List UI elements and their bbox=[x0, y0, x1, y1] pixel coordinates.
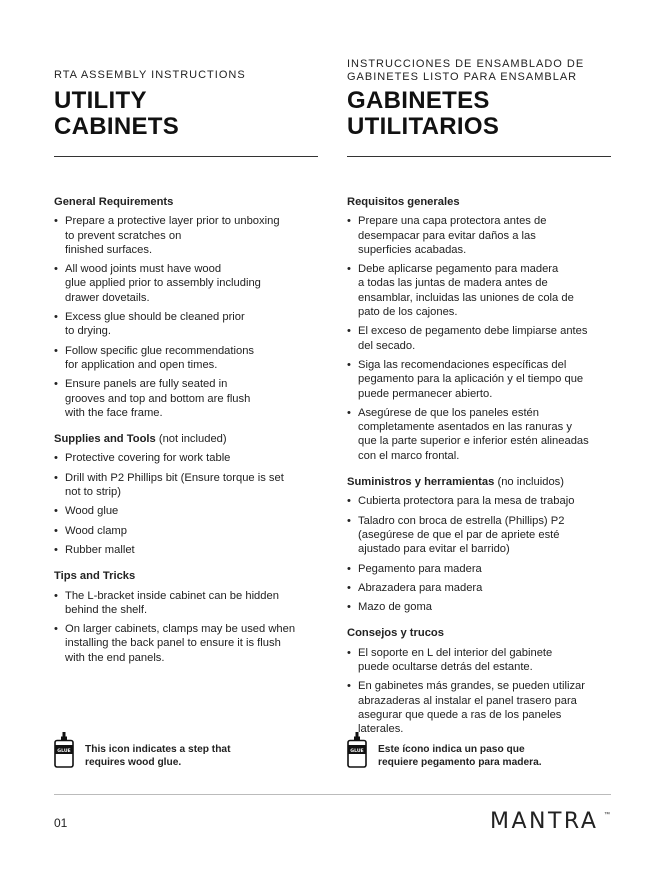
english-body bbox=[54, 195, 318, 677]
general-requirements-list bbox=[54, 214, 318, 420]
tips-list-es bbox=[347, 646, 611, 737]
list-item: • Ensure panels are fully seated in grooves and top and bottom are flush with the face frame. bbox=[54, 377, 318, 420]
list-item: • Siga las recomendaciones específicas del pegamento para la aplicación y el tiempo que puede permanecer abierto. bbox=[347, 358, 611, 401]
list-item: • Rubber mallet bbox=[54, 543, 318, 557]
glue-bottle-icon bbox=[347, 732, 367, 768]
document-kicker: RTA ASSEMBLY INSTRUCTIONS bbox=[54, 69, 246, 81]
document-kicker-es: INSTRUCCIONES DE ENSAMBLADO DE GABINETES LISTO PARA ENSAMBLAR bbox=[347, 58, 585, 83]
glue-note bbox=[54, 732, 318, 772]
spanish-body bbox=[347, 195, 611, 749]
list-item: • Excess glue should be cleaned prior to drying. bbox=[54, 310, 318, 339]
list-item: • Mazo de goma bbox=[347, 600, 611, 614]
glue-icon-label-es: GLUE bbox=[350, 749, 364, 754]
list-item: • All wood joints must have wood glue applied prior to assembly including drawer dovetails. bbox=[54, 262, 318, 305]
list-item: • Follow specific glue recommendations for application and open times. bbox=[54, 344, 318, 373]
list-item: • On larger cabinets, clamps may be used when installing the back panel to ensure it is flush with the end panels. bbox=[54, 622, 318, 665]
tips-heading-es: Consejos y trucos bbox=[347, 627, 444, 640]
page-number: 01 bbox=[54, 816, 68, 830]
brand-logo: MANTRA bbox=[490, 809, 599, 834]
general-requirements-heading: General Requirements bbox=[54, 196, 174, 208]
list-item: • En gabinetes más grandes, se pueden utilizar abrazaderas al instalar el panel trasero para asegurar que quede a ras de los paneles laterales. bbox=[347, 679, 611, 736]
footer-divider bbox=[54, 794, 611, 795]
trademark-symbol: ™ bbox=[604, 812, 610, 818]
title-divider-es bbox=[347, 156, 611, 157]
list-item: • Drill with P2 Phillips bit (Ensure torque is set not to strip) bbox=[54, 471, 318, 500]
supplies-heading-text-es: Suministros y herramientas bbox=[347, 476, 495, 489]
tips-list bbox=[54, 589, 318, 665]
list-item: • Pegamento para madera bbox=[347, 562, 611, 576]
glue-note-text-es: Este ícono indica un paso que requiere pegamento para madera. bbox=[378, 744, 542, 768]
glue-note-text: This icon indicates a step that requires wood glue. bbox=[85, 744, 231, 768]
list-item: • Wood clamp bbox=[54, 524, 318, 538]
supplies-heading bbox=[54, 432, 318, 446]
list-item: • Prepare una capa protectora antes de desempacar para evitar daños a las superficies acabadas. bbox=[347, 214, 611, 257]
title-divider bbox=[54, 156, 318, 157]
general-requirements-list-es bbox=[347, 214, 611, 463]
supplies-list-es bbox=[347, 494, 611, 614]
general-requirements-heading-es: Requisitos generales bbox=[347, 196, 460, 208]
supplies-heading-text: Supplies and Tools bbox=[54, 433, 156, 446]
supplies-heading-note: (not included) bbox=[158, 433, 227, 446]
list-item: • Wood glue bbox=[54, 504, 318, 518]
page-title: UTILITY CABINETS bbox=[54, 87, 180, 140]
list-item: • The L-bracket inside cabinet can be hidden behind the shelf. bbox=[54, 589, 318, 618]
supplies-heading-note-es: (no incluidos) bbox=[497, 476, 565, 489]
list-item: • Asegúrese de que los paneles estén completamente asentados en las ranuras y que la parte superior e inferior estén alineadas con el marco frontal. bbox=[347, 406, 611, 463]
glue-icon-label: GLUE bbox=[57, 749, 71, 754]
supplies-list bbox=[54, 451, 318, 557]
tips-heading: Tips and Tricks bbox=[54, 570, 136, 583]
page-title-es: GABINETES UTILITARIOS bbox=[347, 87, 500, 140]
list-item: • Debe aplicarse pegamento para madera a todas las juntas de madera antes de ensamblar, incluidas las uniones de cola de pato de los cajones. bbox=[347, 262, 611, 319]
glue-bottle-icon bbox=[54, 732, 74, 768]
supplies-heading-es bbox=[347, 475, 611, 489]
list-item: • Protective covering for work table bbox=[54, 451, 318, 465]
list-item: • Taladro con broca de estrella (Phillips) P2 (asegúrese de que el par de apriete esté ajustado para evitar el barrido) bbox=[347, 514, 611, 557]
list-item: • El soporte en L del interior del gabinete puede ocultarse detrás del estante. bbox=[347, 646, 611, 675]
list-item: • Abrazadera para madera bbox=[347, 581, 611, 595]
list-item: • Cubierta protectora para la mesa de trabajo bbox=[347, 494, 611, 508]
glue-note-es bbox=[347, 732, 611, 772]
list-item: • Prepare a protective layer prior to unboxing to prevent scratches on finished surfaces. bbox=[54, 214, 318, 257]
list-item: • El exceso de pegamento debe limpiarse antes del secado. bbox=[347, 324, 611, 353]
